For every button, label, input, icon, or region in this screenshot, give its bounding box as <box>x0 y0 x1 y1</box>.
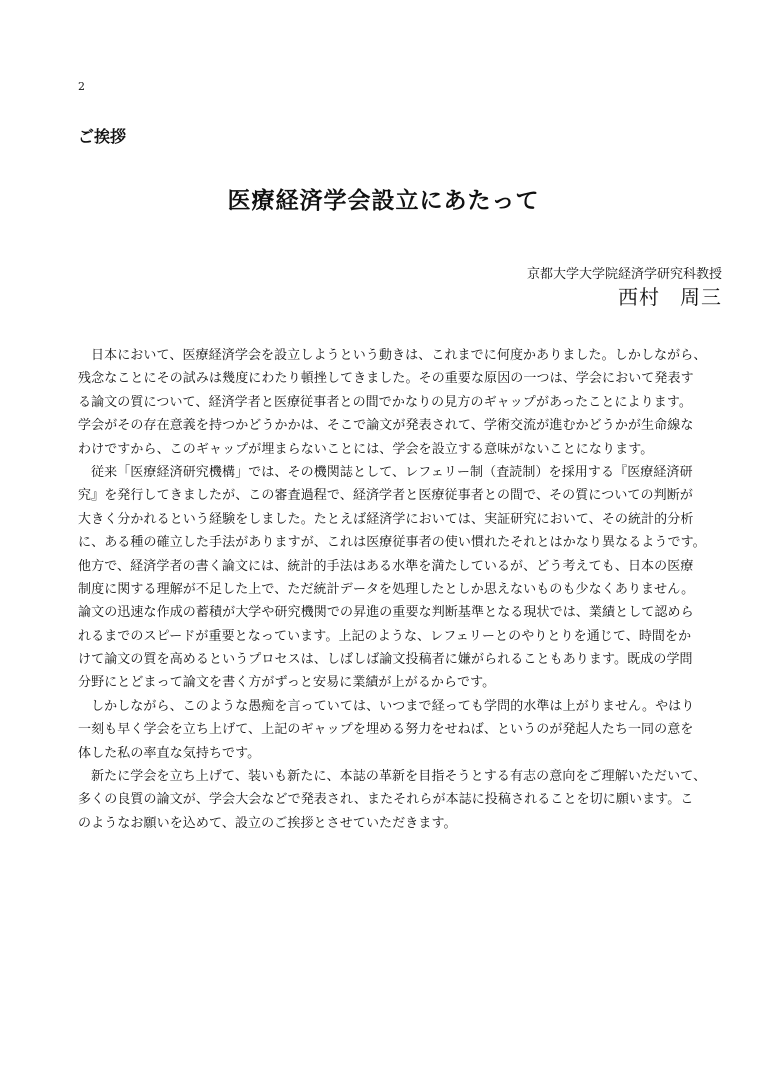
section-label: ご挨拶 <box>78 127 127 146</box>
body-text <box>78 344 724 835</box>
body-line: 学会がその存在意義を持つかどうかかは、そこで論文が発表されて、学術交流が進むかどうかが生命線な <box>78 418 694 434</box>
author-given-name: 周三 <box>680 285 722 309</box>
body-line: けて論文の質を高めるというプロセスは、しばしば論文投稿者に嫌がられることもあります。既成の学問 <box>78 652 693 668</box>
body-line: に、ある種の確立した手法がありますが、これは医療従事者の使い慣れたそれとはかなり異なるようです。 <box>78 535 706 551</box>
body-line: 一刻も早く学会を立ち上げて、上記のギャップを埋める努力をせねば、というのが発起人たち一同の意を <box>78 722 694 738</box>
body-line: る論文の質について、経済学者と医療従事者との間でかなりの見方のギャップがあったことによります。 <box>78 394 693 410</box>
body-line: れるまでのスピードが重要となっています。上記のような、レフェリーとのやりとりを通じて、時間をか <box>78 628 692 644</box>
body-line: 大きく分かれるという経験をしました。たとえば経済学においては、実証研究において、その統計的分析 <box>78 511 694 527</box>
body-line: 制度に関する理解が不足した上で、ただ統計データを処理したとしか思えないものも少なくありません。 <box>78 581 695 597</box>
body-line: 多くの良質の論文が、学会大会などで発表され、またそれらが本誌に投稿されることを切に願います。こ <box>78 792 694 808</box>
body-line: 日本において、医療経済学会を設立しようという動きは、これまでに何度かありました。しかしながら、 <box>91 348 707 363</box>
body-line: 従来「医療経済研究機構」では、その機関誌として、レフェリー制（査読制）を採用する『医療経済研 <box>91 464 693 480</box>
body-line: 論文の迅速な作成の蓄積が大学や研究機関での昇進の重要な判断基準となる現状では、業績として認めら <box>78 605 694 621</box>
body-line: 他方で、経済学者の書く論文には、統計的手法はある水準を満たしているが、どう考えても、日本の医療 <box>78 558 694 574</box>
body-line: 究』を発行してきましたが、この審査過程で、経済学者と医療従事者との間で、その質についての判断が <box>78 488 693 504</box>
author-name <box>618 284 722 310</box>
body-line: 体した私の率直な気持ちです。 <box>78 745 261 761</box>
body-line: しかしながら、このような愚痴を言っていては、いつまで経っても学問的水準は上がりません。やはり <box>91 698 695 714</box>
author-affiliation: 京都大学大学院経済学研究科教授 <box>526 267 722 282</box>
body-line: わけですから、このギャップが埋まらないことには、学会を設立する意味がないことになります。 <box>78 441 654 457</box>
page-title: 医療経済学会設立にあたって <box>227 187 540 214</box>
body-line: のようなお願いを込めて、設立のご挨拶とさせていただきます。 <box>78 815 457 831</box>
body-line: 分野にとどまって論文を書く方がずっと安易に業績が上がるからです。 <box>78 675 496 691</box>
author-family-name: 西村 <box>618 285 660 309</box>
page-number: 2 <box>78 80 85 93</box>
body-line: 残念なことにその試みは幾度にわたり頓挫してきました。その重要な原因の一つは、学会において発表す <box>78 371 694 387</box>
body-line: 新たに学会を立ち上げて、装いも新たに、本誌の革新を目指そうとする有志の意向をご理解いただいて、 <box>91 769 707 785</box>
